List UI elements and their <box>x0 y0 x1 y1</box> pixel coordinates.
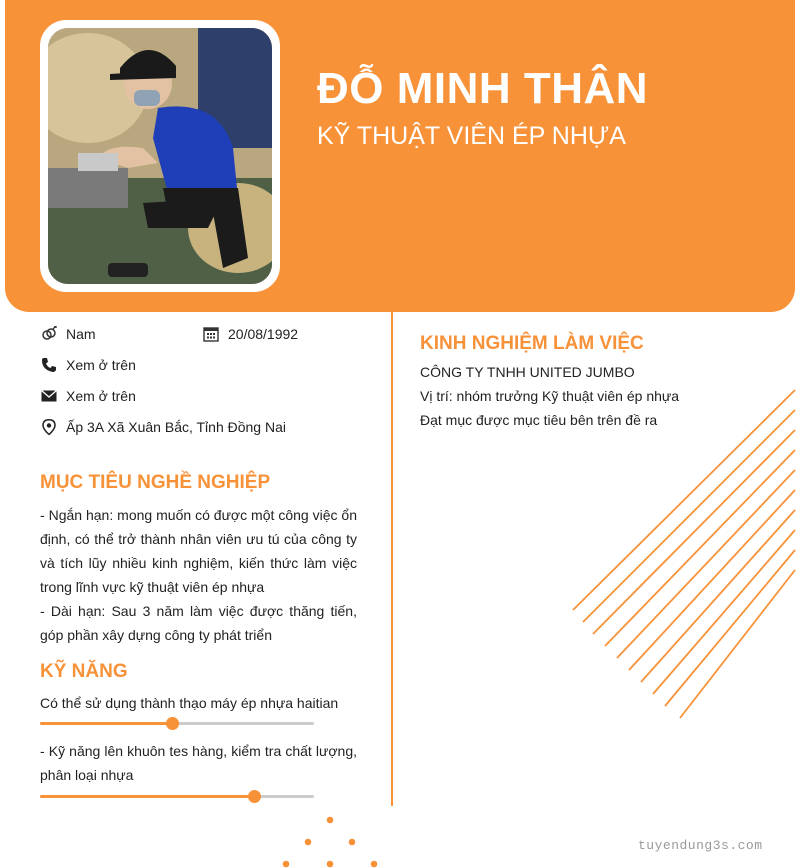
profile-photo <box>48 28 272 284</box>
objective-long-term: - Dài hạn: Sau 3 năm làm việc được thăng tiến, góp phần xây dựng công ty phát triển <box>40 603 357 643</box>
mail-icon <box>40 387 58 405</box>
birthdate-value: 20/08/1992 <box>228 326 299 342</box>
decorative-diagonal-lines <box>565 385 800 725</box>
skills-title: KỸ NĂNG <box>40 661 128 682</box>
skill-1-fill <box>40 722 172 725</box>
objective-title: MỤC TIÊU NGHỀ NGHIỆP <box>40 472 271 493</box>
experience-company: CÔNG TY TNHH UNITED JUMBO <box>420 364 635 380</box>
experience-achievement: Đạt mục được mục tiêu bên trên đề ra <box>420 412 658 428</box>
skill-2-label: - Kỹ năng lên khuôn tes hàng, kiểm tra chất lượng, phân loại nhựa <box>40 743 357 783</box>
calendar-icon <box>202 325 220 343</box>
info-address <box>40 418 286 436</box>
candidate-name: ĐỖ MINH THÂN <box>317 64 649 113</box>
info-phone <box>40 356 136 374</box>
candidate-job-title: KỸ THUẬT VIÊN ÉP NHỰA <box>317 122 626 150</box>
skill-2-fill <box>40 795 254 798</box>
decorative-dots <box>280 812 390 868</box>
location-icon <box>40 418 58 436</box>
skill-1-bar <box>40 722 314 725</box>
phone-icon <box>40 356 58 374</box>
gender-value: Nam <box>66 326 96 342</box>
address-value: Ấp 3A Xã Xuân Bắc, Tỉnh Đồng Nai <box>66 419 286 435</box>
header-banner <box>5 0 795 312</box>
info-birthdate <box>202 325 298 343</box>
info-email <box>40 387 136 405</box>
skill-2-bar <box>40 795 314 798</box>
skill-1-knob <box>166 717 179 730</box>
objective-short-term: - Ngắn hạn: mong muốn có được một công việc ổn định, có thể trở thành nhân viên ưu tú của công ty và tích lũy nhiều kinh nghiệm, kiến thức làm việc trong lĩnh vực kỹ thuật viên ép nhựa <box>40 507 357 595</box>
phone-value: Xem ở trên <box>66 357 136 373</box>
experience-title: KINH NGHIỆM LÀM VIỆC <box>420 333 644 354</box>
email-value: Xem ở trên <box>66 388 136 404</box>
skill-1-label: Có thể sử dụng thành thạo máy ép nhựa haitian <box>40 695 339 711</box>
column-divider <box>391 312 393 806</box>
experience-position: Vị trí: nhóm trưởng Kỹ thuật viên ép nhựa <box>420 388 680 404</box>
profile-photo-illustration <box>48 28 272 284</box>
gender-icon <box>40 325 58 343</box>
profile-photo-frame <box>40 20 280 292</box>
info-gender <box>40 325 96 343</box>
watermark: tuyendung3s.com <box>638 838 763 853</box>
skill-2-knob <box>248 790 261 803</box>
